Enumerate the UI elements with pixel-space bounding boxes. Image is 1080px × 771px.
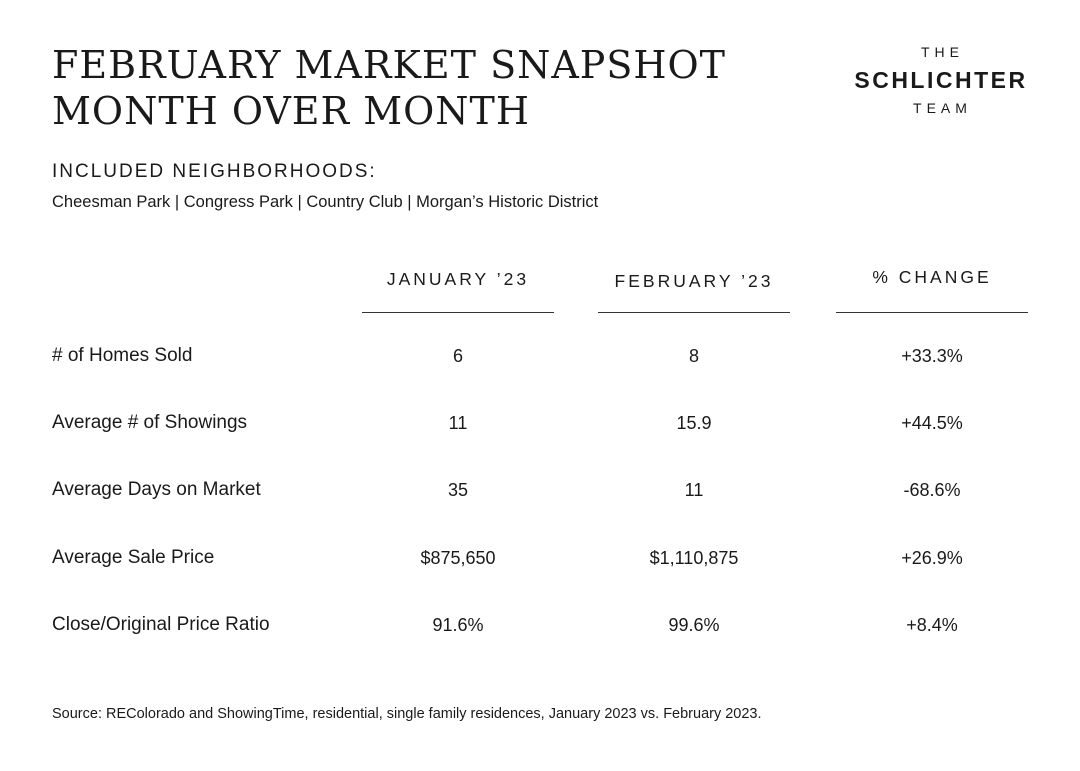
cell-homes-sold-january: 6	[452, 346, 463, 366]
column-header-february: FEBRUARY ’23	[614, 271, 774, 291]
cell-showings-february: 15.9	[676, 413, 712, 433]
cell-sale-price-change: +26.9%	[901, 548, 963, 568]
cell-price-ratio-january: 91.6%	[432, 615, 484, 635]
source-note: Source: REColorado and ShowingTime, residential, single family residences, January 2023 vs. February 2023.	[52, 706, 762, 722]
title-line-2: MONTH OVER MONTH	[52, 89, 531, 133]
cell-days-on-market-change: -68.6%	[903, 480, 961, 500]
cell-days-on-market-january: 35	[447, 480, 469, 500]
cell-homes-sold-february: 8	[688, 346, 699, 366]
cell-homes-sold-change: +33.3%	[901, 346, 963, 366]
column-rule-change	[836, 312, 1028, 313]
neighborhoods-list: Cheesman Park | Congress Park | Country Club | Morgan’s Historic District	[52, 193, 599, 211]
page-title	[52, 42, 726, 134]
row-label-homes-sold: # of Homes Sold	[52, 345, 193, 366]
row-label-showings: Average # of Showings	[52, 412, 248, 433]
column-header-january: JANUARY ’23	[386, 269, 530, 289]
logo-name: SCHLICHTER	[854, 67, 1028, 93]
cell-sale-price-january: $875,650	[420, 548, 496, 568]
cell-showings-change: +44.5%	[901, 413, 963, 433]
title-line-1: FEBRUARY MARKET SNAPSHOT	[52, 43, 727, 87]
schlichter-team-logo	[845, 42, 1035, 118]
cell-showings-january: 11	[448, 413, 468, 433]
cell-days-on-market-february: 11	[684, 480, 704, 500]
logo-team: TEAM	[913, 100, 972, 116]
row-label-sale-price: Average Sale Price	[52, 547, 215, 568]
cell-price-ratio-change: +8.4%	[906, 615, 958, 635]
row-label-price-ratio: Close/Original Price Ratio	[52, 614, 270, 635]
cell-price-ratio-february: 99.6%	[668, 615, 720, 635]
column-rule-february	[598, 312, 790, 313]
column-rule-january	[362, 312, 554, 313]
cell-sale-price-february: $1,110,875	[649, 548, 739, 568]
column-header-change: % CHANGE	[872, 267, 992, 287]
neighborhoods-heading: INCLUDED NEIGHBORHOODS:	[52, 161, 377, 182]
logo-the: THE	[921, 44, 964, 60]
row-label-days-on-market: Average Days on Market	[52, 479, 261, 500]
